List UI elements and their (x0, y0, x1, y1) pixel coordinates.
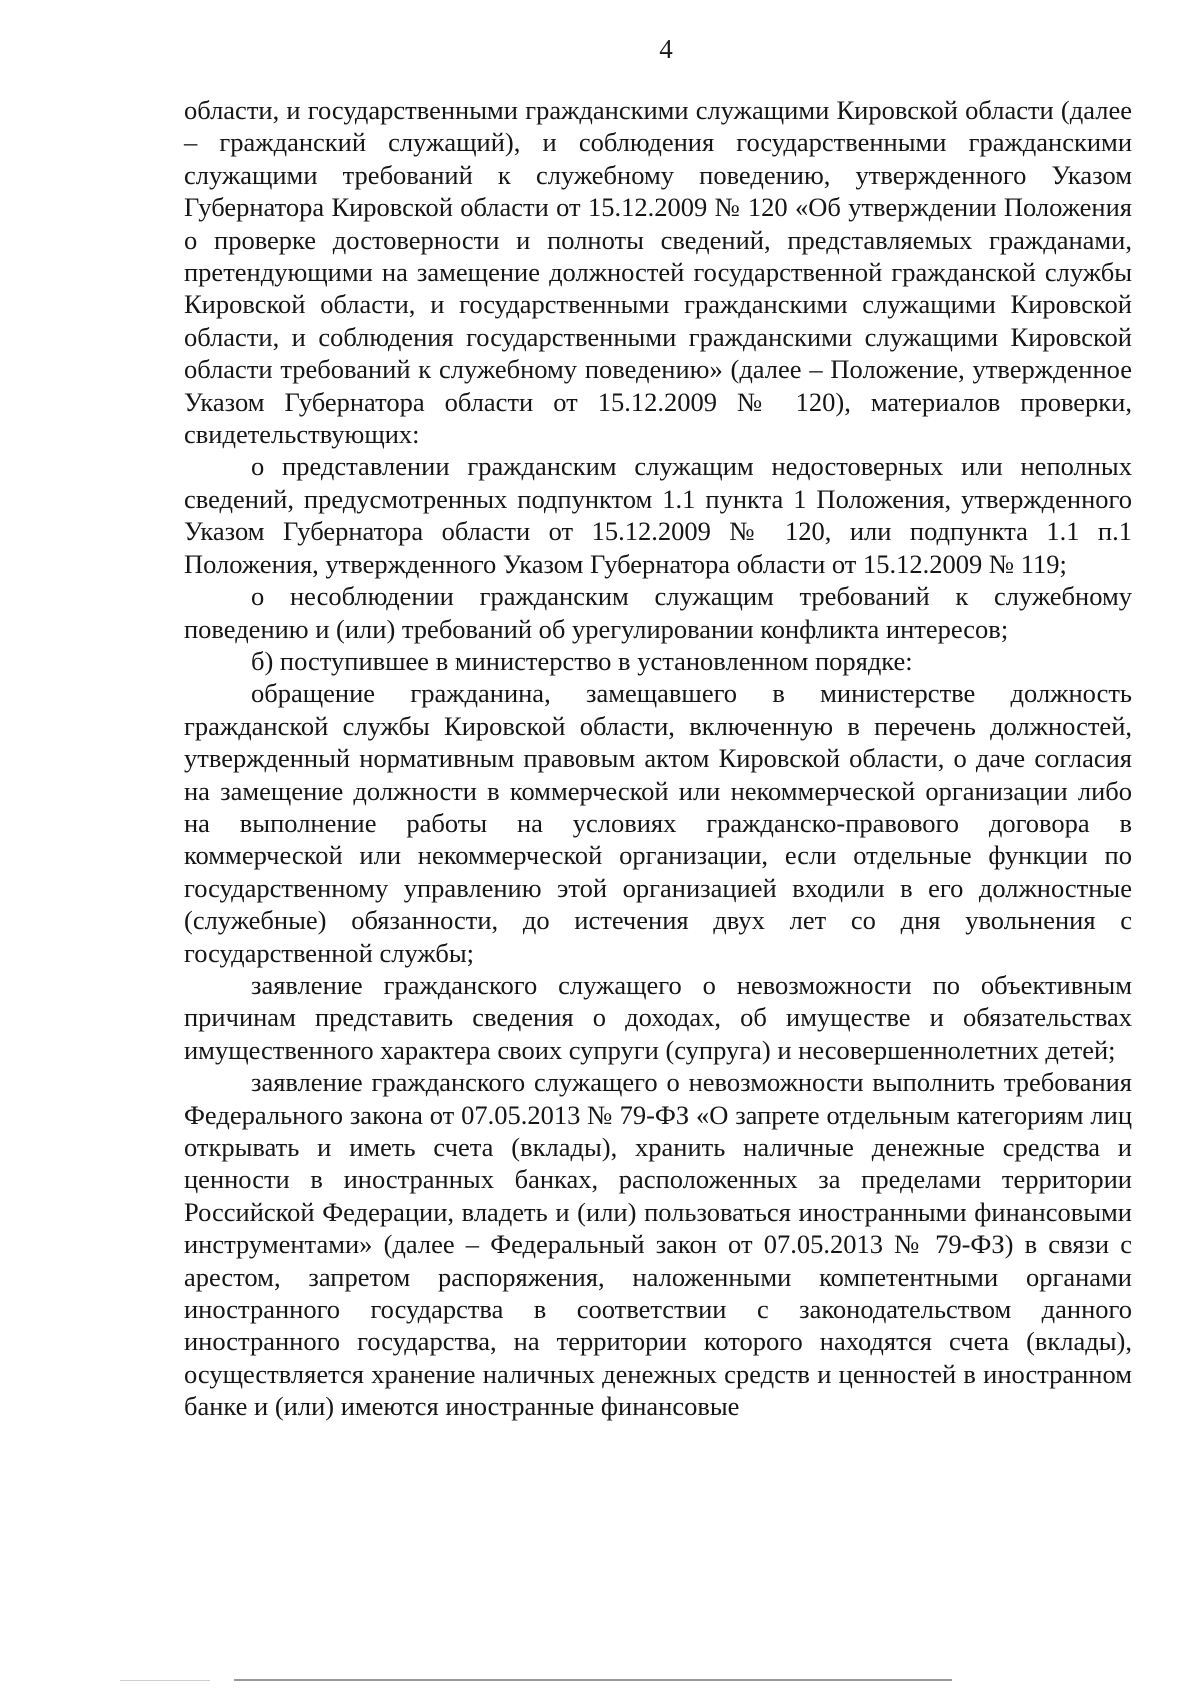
paragraph-federal-law-statement: заявление гражданского служащего о невозможности выполнить требования Федерального закона от 07.05.2013 № 79-ФЗ «О запрете отдельным категориям лиц открывать и иметь счета (вклады), хранить наличные денежные средства и ценности в иностранных банках, расположенных за пределами территории Российской Федерации, владеть и (или) пользоваться иностранными финансовыми инструментами» (далее – Федеральный закон от 07.05.2013 № 79-ФЗ) в связи с арестом, запретом распоряжения, наложенными компетентными органами иностранного государства в соответствии с законодательством данного иностранного государства, на территории которого находятся счета (вклады), осуществляется хранение наличных денежных средств и ценностей в иностранном банке и (или) имеются иностранные финансовые (184, 1067, 1132, 1422)
paragraph-item-b: б) поступившее в министерство в установленном порядке: (251, 645, 913, 676)
scan-artifact-line (234, 1679, 952, 1681)
scan-artifact-line-left (120, 1680, 210, 1681)
paragraph-noncompliance: о несоблюдении гражданским служащим требований к служебному поведению и (или) требований об урегулировании конфликта интересов; (184, 581, 1132, 644)
paragraph-citizen-appeal: обращение гражданина, замещавшего в министерстве должность гражданской службы Кировской области, включенную в перечень должностей, утвержденный нормативным правовым актом Кировской области, о даче согласия на замещение должности в коммерческой или некоммерческой организации либо на выполнение работы на условиях гражданско-правового договора в коммерческой или некоммерческой организации, если отдельные функции по государственному управлению этой организацией входили в его должностные (служебные) обязанности, до истечения двух лет со дня увольнения с государственной службы; (184, 678, 1132, 968)
paragraph-continuation: области, и государственными гражданскими служащими Кировской области (далее – гражданский служащий), и соблюдения государственными гражданскими служащими требований к служебному поведению, утвержденного Указом Губернатора Кировской области от 15.12.2009 № 120 «Об утверждении Положения о проверке достоверности и полноты сведений, представляемых гражданами, претендующими на замещение должностей государственной гражданской службы Кировской области, и государственными гражданскими служащими Кировской области, и соблюдения государственными гражданскими служащими Кировской области требований к служебному поведению» (далее – Положение, утвержденное Указом Губернатора области от 15.12.2009 № 120), материалов проверки, свидетельствующих: (184, 95, 1132, 450)
paragraph-unreliable-info: о представлении гражданским служащим недостоверных или неполных сведений, предусмотренных подпунктом 1.1 пункта 1 Положения, утвержденного Указом Губернатора области от 15.12.2009 № 120, или подпункта 1.1 п.1 Положения, утвержденного Указом Губернатора области от 15.12.2009 № 119; (184, 451, 1132, 579)
document-body (184, 94, 1132, 1423)
page-number: 4 (659, 34, 673, 64)
paragraph-income-statement: заявление гражданского служащего о невозможности по объективным причинам представить сведения о доходах, об имуществе и обязательствах имущественного характера своих супруги (супруга) и несовершеннолетних детей; (184, 969, 1132, 1065)
